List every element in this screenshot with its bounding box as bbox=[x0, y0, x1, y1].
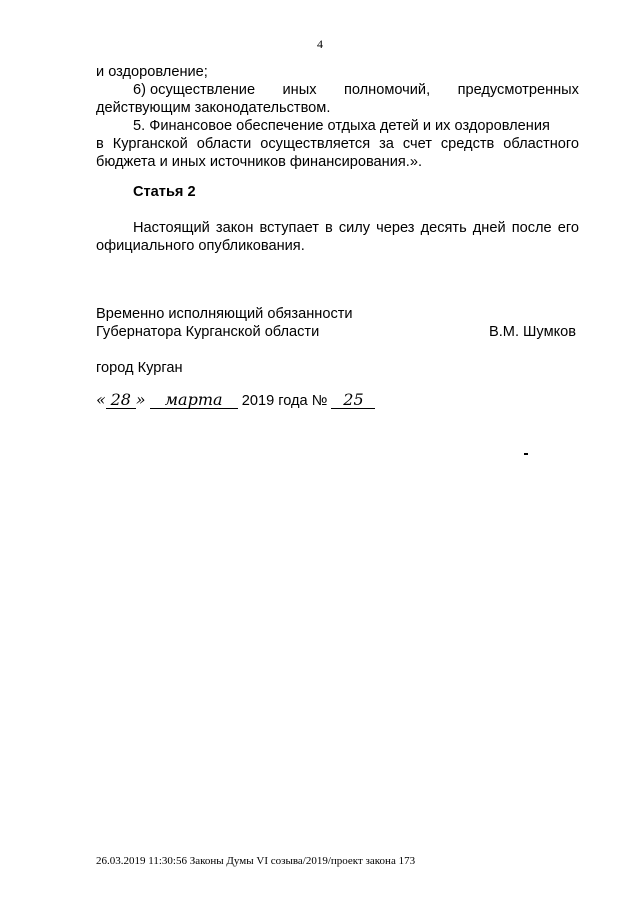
text-line-2 bbox=[133, 81, 579, 99]
text-line-3: действующим законодательством. bbox=[96, 100, 331, 116]
word: вступает bbox=[259, 220, 319, 236]
signatory-title-2: Губернатора Курганской области bbox=[96, 324, 320, 340]
word: через bbox=[376, 220, 415, 236]
word: Настоящий bbox=[133, 220, 210, 236]
word: десять bbox=[420, 220, 467, 236]
text-line-4: 5. Финансовое обеспечение отдыха детей и их оздоровления bbox=[133, 118, 550, 134]
word: средств bbox=[440, 136, 495, 152]
year-text: 2019 года № bbox=[241, 393, 328, 409]
stray-mark bbox=[524, 453, 528, 455]
word: областного bbox=[503, 136, 579, 152]
open-quote: « bbox=[96, 390, 106, 409]
article-heading: Статья 2 bbox=[133, 184, 196, 200]
word: дней bbox=[472, 220, 506, 236]
footer-file-path: 26.03.2019 11:30:56 Законы Думы VI созыва/2019/проект закона 173 bbox=[96, 855, 416, 867]
word: осуществляется bbox=[260, 136, 371, 152]
text-line-1: и оздоровление; bbox=[96, 64, 208, 80]
word: в bbox=[96, 136, 104, 152]
signatory-name: В.М. Шумков bbox=[489, 324, 577, 340]
word: за bbox=[379, 136, 394, 152]
signatory-title-1: Временно исполняющий обязанности bbox=[96, 306, 353, 322]
word: счет bbox=[402, 136, 432, 152]
word: предусмотренных bbox=[457, 82, 579, 98]
date-line bbox=[96, 391, 579, 410]
page-number: 4 bbox=[317, 37, 323, 51]
word: иных bbox=[282, 82, 317, 98]
word: силу bbox=[338, 220, 371, 236]
text-line-7 bbox=[133, 219, 579, 237]
handwritten-day: 28 bbox=[106, 392, 136, 409]
place-line: город Курган bbox=[96, 360, 183, 376]
word: области bbox=[196, 136, 252, 152]
text-line-8: официального опубликования. bbox=[96, 238, 305, 254]
text-line-6: бюджета и иных источников финансирования.». bbox=[96, 154, 423, 170]
text-line-5 bbox=[96, 135, 579, 153]
handwritten-month: марта bbox=[150, 392, 238, 409]
word: в bbox=[324, 220, 333, 236]
word: полномочий, bbox=[343, 82, 431, 98]
word: его bbox=[557, 220, 579, 236]
close-quote: » bbox=[135, 390, 146, 409]
word: Курганской bbox=[112, 136, 188, 152]
word: закон bbox=[215, 220, 254, 236]
word: после bbox=[511, 220, 552, 236]
handwritten-number: 25 bbox=[331, 392, 375, 409]
word: 6) осуществление bbox=[133, 82, 256, 98]
